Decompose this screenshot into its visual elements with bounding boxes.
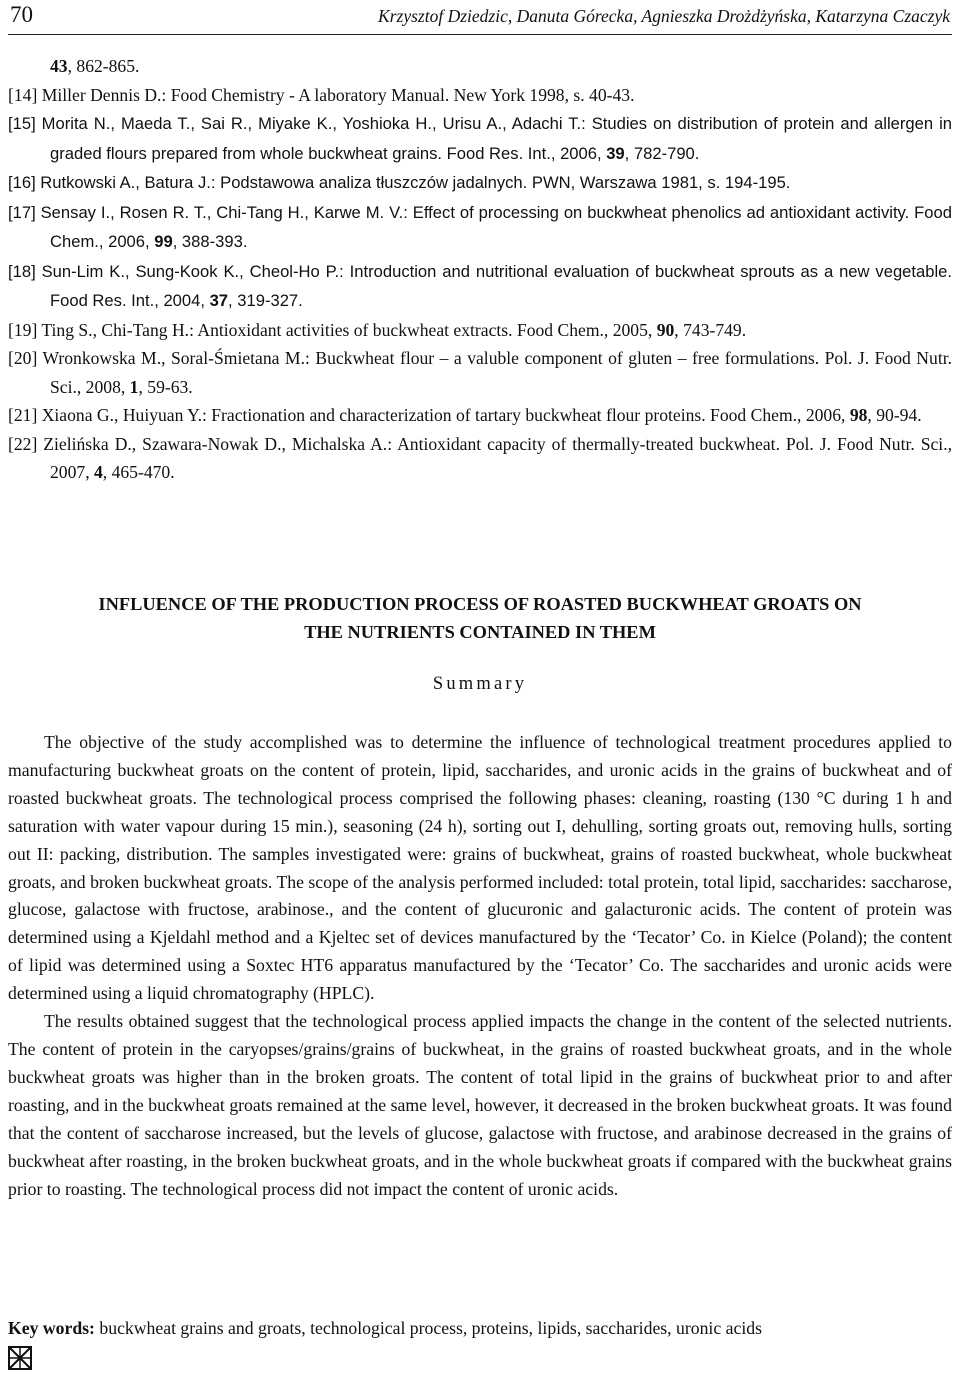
reference-16	[8, 168, 952, 198]
reference-22	[8, 430, 952, 487]
reference-16-text: [16] Rutkowski A., Batura J.: Podstawowa analiza tłuszczów jadalnych. PWN, Warszawa 1981, s. 194-195.	[8, 173, 791, 192]
keywords-text: buckwheat grains and groats, technological process, proteins, lipids, saccharides, uronic acids	[94, 1318, 762, 1338]
reference-19-main: [19] Ting S., Chi-Tang H.: Antioxidant activities of buckwheat extracts. Food Chem., 2005,	[8, 319, 657, 340]
reference-list	[8, 52, 952, 487]
reference-17-main: [17] Sensay I., Rosen R. T., Chi-Tang H., Karwe M. V.: Effect of processing on buckwheat phenolics ad antioxidant activity. Food Chem., 2006,	[8, 202, 952, 251]
summary-heading: Summary	[432, 674, 528, 694]
reference-17-pages: , 388-393.	[172, 232, 248, 251]
summary-paragraph-1: The objective of the study accomplished was to determine the influence of technological treatment procedures applied to manufacturing buckwheat groats on the content of protein, lipid, saccharides, and uronic acids in the grains of buckwheat and of roasted buckwheat groats. The technological process comprised the following phases: cleaning, roasting (130 °C during 1 h and saturation with water vapour during 15 min.), seasoning (24 h), sorting out I, dehulling, sorting groats out, removing hulls, sorting out II: packing, distribution. The samples investigated were: grains of buckwheat, grains of roasted buckwheat, whole buckwheat groats, and broken buckwheat groats. The scope of the analysis performed included: total protein, total lipid, saccharides: saccharose, glucose, galactose with fructose, arabinose., and the content of glucuronic and galacturonic acids. The content of protein was determined using a Kjeldahl method and a Kjeltec set of devices manufactured by the ‘Tecator’ Co. in Kielce (Poland); the content of lipid was determined using a Soxtec HT6 apparatus manufactured by the ‘Tecator’ Co. The saccharides and uronic acids were determined using a liquid chromatography (HPLC).	[8, 732, 952, 1004]
reference-13-continuation	[8, 52, 952, 81]
reference-15-main: [15] Morita N., Maeda T., Sai R., Miyake K., Yoshioka H., Urisu A., Adachi T.: Studies on distribution of protein and allergen in graded flours prepared from whole buckwheat grains. Food Res. Int., 2006,	[8, 114, 952, 163]
summary-body	[8, 729, 952, 1203]
reference-20-volume: 1	[129, 376, 139, 397]
reference-22-volume: 4	[93, 462, 103, 482]
reference-20	[8, 344, 952, 401]
english-title	[0, 590, 960, 646]
reference-15-pages: , 782-790.	[624, 143, 700, 163]
reference-21-volume: 98	[849, 405, 868, 425]
reference-15	[8, 109, 952, 168]
page-header	[8, 0, 952, 35]
reference-21	[8, 401, 952, 430]
keywords-line	[8, 1314, 952, 1342]
running-head-authors: Krzysztof Dziedzic, Danuta Górecka, Agnieszka Drożdżyńska, Katarzyna Czaczyk	[378, 6, 950, 26]
reference-18-main: [18] Sun-Lim K., Sung-Kook K., Cheol-Ho P.: Introduction and nutritional evaluation of buckwheat sprouts as a new vegetable. Food Res. Int., 2004,	[8, 261, 952, 310]
reference-18-pages: , 319-327.	[228, 291, 303, 310]
reference-22-main: [22] Zielińska D., Szawara-Nowak D., Michalska A.: Antioxidant capacity of thermally-treated buckwheat. Pol. J. Food Nutr. Sci., 2007,	[8, 433, 952, 482]
reference-20-main: [20] Wronkowska M., Soral-Śmietana M.: Buckwheat flour – a valuble component of gluten – free formulations. Pol. J. Food Nutr. Sci., 2008,	[8, 348, 952, 397]
reference-22-pages: , 465-470.	[102, 462, 175, 482]
reference-21-main: [21] Xiaona G., Huiyuan Y.: Fractionation and characterization of tartary buckwheat flour proteins. Food Chem., 2006,	[8, 405, 850, 425]
page-number: 70	[10, 2, 33, 27]
reference-19-pages: , 743-749.	[674, 319, 747, 340]
summary-paragraph-2: The results obtained suggest that the technological process applied impacts the change in the content of the selected nutrients. The content of protein in the caryopses/grains/grains of buckwheat, in the grains of roasted buckwheat groats, and in the whole buckwheat groats was higher than in the broken groats. The content of total lipid in the grains of buckwheat prior to and after roasting, and in the buckwheat groats remained at the same level, however, it decreased in the broken buckwheat groats. It was found that the content of saccharose increased, but the levels of glucose, galactose with fructose, and arabinose decreased in the grains of buckwheat after roasting, in the broken buckwheat groats, and in the whole buckwheat groats if compared with the buckwheat grains prior to roasting. The technological process did not impact the content of uronic acids.	[8, 1011, 952, 1199]
reference-13-volume: 43	[50, 56, 68, 76]
keywords-label: Key words:	[8, 1318, 95, 1338]
reference-20-pages: , 59-63.	[138, 376, 193, 397]
reference-17	[8, 198, 952, 257]
reference-19-volume: 90	[656, 319, 675, 340]
reference-17-volume: 99	[154, 232, 173, 251]
reference-14: [14] Miller Dennis D.: Food Chemistry - A laboratory Manual. New York 1998, s. 40-43.	[8, 84, 635, 105]
reference-21-pages: , 90-94.	[867, 405, 922, 425]
english-title-line-2: THE NUTRIENTS CONTAINED IN THEM	[304, 622, 656, 642]
crossed-box-logo-icon	[8, 1346, 32, 1370]
english-title-line-1: INFLUENCE OF THE PRODUCTION PROCESS OF ROASTED BUCKWHEAT GROATS ON	[98, 594, 862, 614]
reference-19	[8, 316, 952, 345]
reference-18-volume: 37	[209, 291, 229, 310]
reference-15-volume: 39	[606, 143, 625, 163]
reference-18	[8, 257, 952, 316]
reference-13-pages: , 862-865.	[67, 56, 140, 76]
